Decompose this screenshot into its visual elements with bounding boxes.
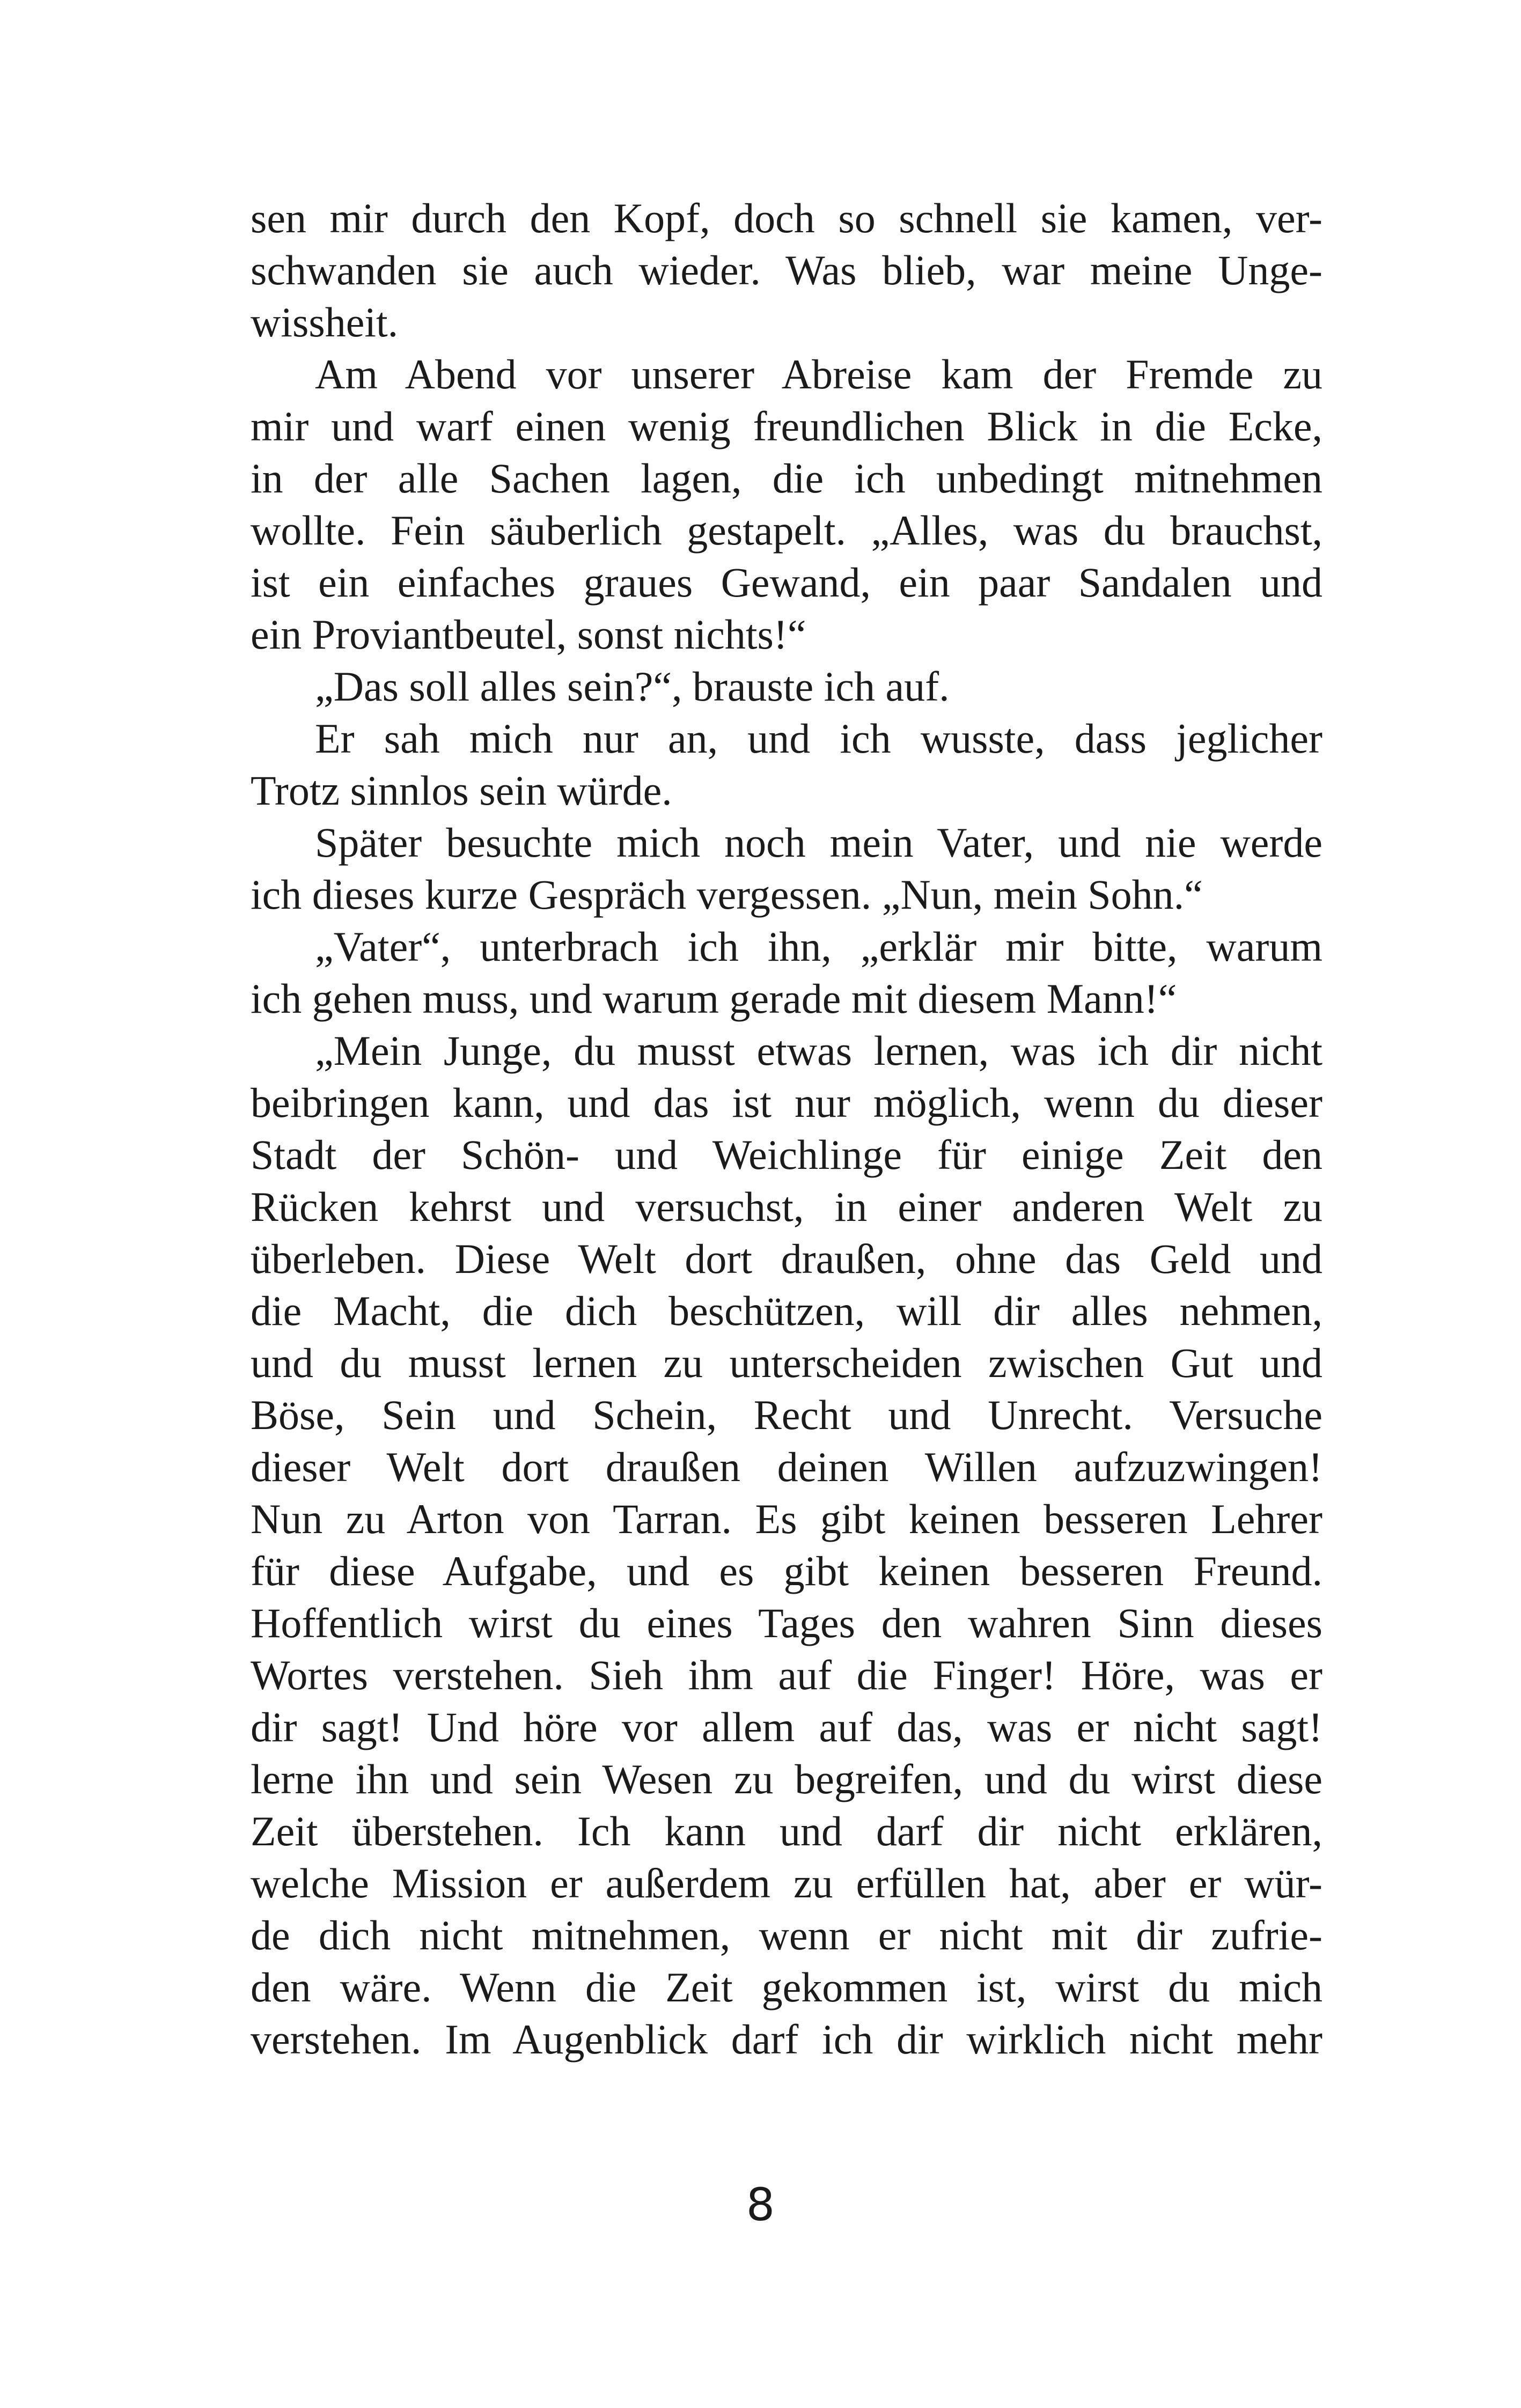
text-line: ist ein einfaches graues Gewand, ein paar Sandalen und bbox=[251, 559, 1322, 606]
text-line: die Macht, die dich beschützen, will dir alles nehmen, bbox=[251, 1287, 1322, 1334]
text-line: „Das soll alles sein?“, brauste ich auf. bbox=[315, 663, 950, 710]
page-number: 8 bbox=[746, 2178, 775, 2231]
text-line: „Vater“, unterbrach ich ihn, „erklär mir bitte, warum bbox=[315, 923, 1322, 970]
text-line: „Mein Junge, du musst etwas lernen, was ich dir nicht bbox=[315, 1027, 1322, 1074]
text-line: sen mir durch den Kopf, doch so schnell sie kamen, ver- bbox=[251, 195, 1322, 241]
text-line: verstehen. Im Augenblick darf ich dir wirklich nicht mehr bbox=[251, 2016, 1322, 2063]
text-line: beibringen kann, und das ist nur möglich, wenn du dieser bbox=[251, 1079, 1322, 1126]
text-line: Stadt der Schön- und Weichlinge für einige Zeit den bbox=[251, 1131, 1322, 1178]
text-line: Nun zu Arton von Tarran. Es gibt keinen besseren Lehrer bbox=[251, 1496, 1322, 1542]
body-text bbox=[251, 192, 1322, 2065]
text-line: den wäre. Wenn die Zeit gekommen ist, wirst du mich bbox=[251, 1964, 1322, 2011]
text-line: für diese Aufgabe, und es gibt keinen besseren Freund. bbox=[251, 1548, 1322, 1594]
text-line: welche Mission er außerdem zu erfüllen hat, aber er wür- bbox=[251, 1860, 1322, 1906]
text-line: lerne ihn und sein Wesen zu begreifen, und du wirst diese bbox=[251, 1756, 1322, 1802]
text-line: Zeit überstehen. Ich kann und darf dir nicht erklären, bbox=[251, 1808, 1322, 1854]
text-line: Er sah mich nur an, und ich wusste, dass jeglicher bbox=[315, 715, 1322, 762]
text-line: Später besuchte mich noch mein Vater, und nie werde bbox=[315, 819, 1322, 866]
text-line: wollte. Fein säuberlich gestapelt. „Alles, was du brauchst, bbox=[251, 507, 1322, 554]
text-line: de dich nicht mitnehmen, wenn er nicht mit dir zufrie- bbox=[251, 1912, 1322, 1958]
text-line: Am Abend vor unserer Abreise kam der Fremde zu bbox=[315, 351, 1322, 397]
text-line: in der alle Sachen lagen, die ich unbedingt mitnehmen bbox=[251, 455, 1322, 502]
text-line: dieser Welt dort draußen deinen Willen aufzuzwingen! bbox=[251, 1444, 1322, 1490]
text-line: Böse, Sein und Schein, Recht und Unrecht. Versuche bbox=[251, 1391, 1322, 1438]
text-line: schwanden sie auch wieder. Was blieb, war meine Unge- bbox=[251, 247, 1322, 293]
text-line: ich gehen muss, und warum gerade mit diesem Mann!“ bbox=[251, 975, 1177, 1022]
text-line: dir sagt! Und höre vor allem auf das, was er nicht sagt! bbox=[251, 1704, 1322, 1750]
text-line: ein Proviantbeutel, sonst nichts!“ bbox=[251, 611, 806, 658]
text-line: mir und warf einen wenig freundlichen Blick in die Ecke, bbox=[251, 403, 1322, 450]
text-line: Hoffentlich wirst du eines Tages den wahren Sinn dieses bbox=[251, 1600, 1322, 1646]
text-line: ich dieses kurze Gespräch vergessen. „Nun, mein Sohn.“ bbox=[251, 871, 1203, 918]
text-line: Trotz sinnlos sein würde. bbox=[251, 767, 672, 814]
text-line: wissheit. bbox=[251, 299, 399, 345]
text-line: Rücken kehrst und versuchst, in einer anderen Welt zu bbox=[251, 1183, 1322, 1230]
text-line: Wortes verstehen. Sieh ihm auf die Finger! Höre, was er bbox=[251, 1652, 1322, 1698]
text-line: und du musst lernen zu unterscheiden zwischen Gut und bbox=[251, 1339, 1322, 1386]
text-line: überleben. Diese Welt dort draußen, ohne das Geld und bbox=[251, 1235, 1322, 1282]
